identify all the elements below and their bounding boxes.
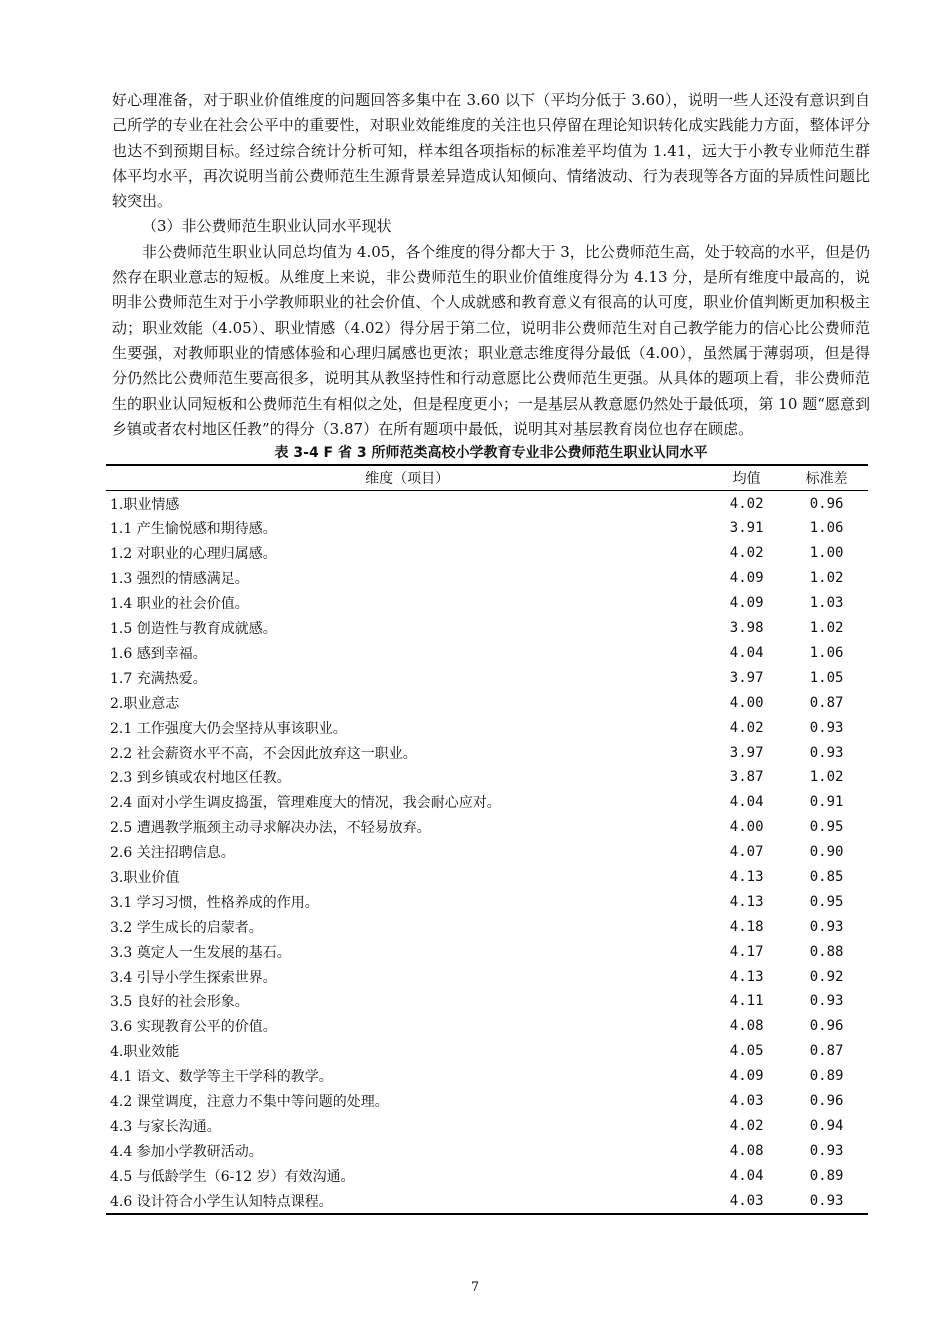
cell-dimension: 1.职业情感	[110, 496, 180, 513]
cell-mean: 4.09	[729, 595, 764, 612]
cell-mean: 4.17	[729, 943, 764, 960]
cell-mean: 4.18	[729, 918, 764, 935]
cell-sd: 1.05	[809, 669, 844, 686]
table-row	[106, 1138, 868, 1163]
cell-mean: 4.02	[729, 495, 764, 512]
cell-dimension: 3.5 良好的社会形象。	[110, 994, 249, 1011]
cell-sd: 0.93	[809, 918, 844, 935]
cell-sd: 0.95	[809, 893, 844, 910]
cell-mean: 4.13	[729, 868, 764, 885]
cell-mean: 4.09	[729, 570, 764, 587]
table-row	[106, 491, 868, 516]
cell-sd: 0.94	[809, 1117, 844, 1134]
cell-sd: 1.06	[809, 644, 844, 661]
cell-dimension: 1.4 职业的社会价值。	[110, 596, 249, 613]
cell-dimension: 1.3 强烈的情感满足。	[110, 571, 249, 588]
cell-sd: 0.87	[809, 694, 844, 711]
table-row	[106, 889, 868, 914]
table-row	[106, 964, 868, 989]
header-dimension: 维度（项目）	[106, 465, 708, 491]
cell-mean: 4.03	[708, 1188, 785, 1214]
cell-sd: 1.03	[809, 595, 844, 612]
cell-mean: 4.13	[729, 893, 764, 910]
table-row	[106, 790, 868, 815]
cell-sd: 0.85	[809, 868, 844, 885]
header-mean: 均值	[708, 465, 785, 491]
cell-mean: 4.08	[729, 1018, 764, 1035]
cell-sd: 0.91	[809, 794, 844, 811]
cell-sd: 0.96	[809, 495, 844, 512]
table-row	[106, 914, 868, 939]
table-row	[106, 641, 868, 666]
cell-mean: 4.07	[729, 844, 764, 861]
cell-dimension: 4.2 课堂调度，注意力不集中等问题的处理。	[110, 1093, 389, 1110]
cell-dimension: 3.1 学习习惯，性格养成的作用。	[110, 894, 319, 911]
cell-mean: 4.13	[729, 968, 764, 985]
table-row	[106, 715, 868, 740]
table-caption: 表 3-4 F 省 3 所师范类高校小学教育专业非公费师范生职业认同水平	[274, 445, 708, 462]
cell-mean: 4.11	[729, 993, 764, 1010]
cell-dimension: 2.6 关注招聘信息。	[110, 845, 235, 862]
table-row	[106, 1188, 868, 1214]
table-row	[106, 1039, 868, 1064]
cell-mean: 3.87	[729, 769, 764, 786]
header-sd: 标准差	[785, 465, 868, 491]
cell-dimension: 3.职业价值	[110, 869, 180, 886]
cell-mean: 4.00	[729, 819, 764, 836]
cell-sd: 0.93	[809, 1142, 844, 1159]
cell-sd: 1.02	[809, 570, 844, 587]
cell-dimension: 3.4 引导小学生探索世界。	[110, 969, 277, 986]
table-row	[106, 815, 868, 840]
table-row	[106, 616, 868, 641]
cell-mean: 4.04	[729, 1167, 764, 1184]
cell-mean: 4.04	[729, 794, 764, 811]
cell-sd: 0.93	[785, 1188, 868, 1214]
cell-dimension: 1.6 感到幸福。	[110, 645, 207, 662]
cell-dimension: 1.1 产生愉悦感和期待感。	[110, 521, 277, 538]
table-row	[106, 541, 868, 566]
table-header-row	[106, 465, 868, 491]
cell-sd: 1.02	[809, 769, 844, 786]
table-row	[106, 1089, 868, 1114]
cell-dimension: 3.2 学生成长的启蒙者。	[110, 919, 263, 936]
table-row	[106, 740, 868, 765]
table-body	[106, 491, 868, 1214]
cell-sd: 1.06	[809, 520, 844, 537]
identity-table	[106, 464, 868, 1215]
table-row	[106, 566, 868, 591]
cell-dimension: 4.4 参加小学教研活动。	[110, 1143, 263, 1160]
table-row	[106, 939, 868, 964]
cell-dimension: 4.1 语文、数学等主干学科的教学。	[110, 1069, 333, 1086]
table-row	[106, 1014, 868, 1039]
paragraph-continuation: 好心理准备，对于职业价值维度的问题回答多集中在 3.60 以下（平均分低于 3.60），说明一些人还没有意识到自己所学的专业在社会公平中的重要性，对职业效能维度的关注也只停留在理论知识转化成实践能力方面，整体评分也达不到预期目标。经过综合统计分析可知，样本组各项指标的标准差平均值为 1.41，远大于小教专业师范生群体平均水平，再次说明当前公费师范生生源背景差异造成认知倾向、情绪波动、行为表现等各方面的异质性问题比较突出。	[112, 91, 870, 211]
section-heading: （3）非公费师范生职业认同水平现状	[142, 217, 392, 236]
cell-mean: 4.02	[729, 545, 764, 562]
cell-mean: 3.91	[729, 520, 764, 537]
cell-mean: 4.02	[729, 1117, 764, 1134]
cell-sd: 0.93	[809, 744, 844, 761]
cell-sd: 0.92	[809, 968, 844, 985]
cell-dimension: 4.职业效能	[110, 1044, 180, 1061]
cell-mean: 3.97	[729, 744, 764, 761]
cell-mean: 4.08	[729, 1142, 764, 1159]
cell-mean: 4.05	[729, 1043, 764, 1060]
cell-dimension: 2.1 工作强度大仍会坚持从事该职业。	[110, 720, 347, 737]
cell-sd: 0.96	[809, 1018, 844, 1035]
table-row	[106, 591, 868, 616]
cell-dimension: 2.3 到乡镇或农村地区任教。	[110, 770, 291, 787]
cell-dimension: 4.3 与家长沟通。	[110, 1118, 221, 1135]
table-row	[106, 1064, 868, 1089]
cell-sd: 0.89	[809, 1068, 844, 1085]
cell-sd: 0.88	[809, 943, 844, 960]
cell-dimension: 4.6 设计符合小学生认知特点课程。	[106, 1188, 708, 1214]
cell-sd: 1.02	[809, 620, 844, 637]
table-row	[106, 665, 868, 690]
cell-sd: 0.87	[809, 1043, 844, 1060]
cell-sd: 0.95	[809, 819, 844, 836]
cell-mean: 4.03	[729, 1092, 764, 1109]
table-row	[106, 840, 868, 865]
cell-dimension: 2.5 遭遇教学瓶颈主动寻求解决办法，不轻易放弃。	[110, 820, 431, 837]
cell-sd: 1.00	[809, 545, 844, 562]
table-row	[106, 516, 868, 541]
cell-mean: 4.02	[729, 719, 764, 736]
table-row	[106, 989, 868, 1014]
cell-mean: 3.98	[729, 620, 764, 637]
cell-sd: 0.93	[809, 993, 844, 1010]
cell-dimension: 1.7 充满热爱。	[110, 670, 207, 687]
cell-mean: 3.97	[729, 669, 764, 686]
cell-sd: 0.96	[809, 1092, 844, 1109]
cell-dimension: 1.5 创造性与教育成就感。	[110, 621, 277, 638]
page-number: 7	[470, 1280, 480, 1295]
paragraph-main: 非公费师范生职业认同总均值为 4.05，各个维度的得分都大于 3，比公费师范生高，处于较高的水平，但是仍然存在职业意志的短板。从维度上来说，非公费师范生的职业价值维度得分为 4.13 分，是所有维度中最高的，说明非公费师范生对于小学教师职业的社会价值、个人成就感和教育意义有很高的认可度，职业价值判断更加积极主动；职业效能（4.05）、职业情感（4.02）得分居于第二位，说明非公费师范生对自己教学能力的信心比公费师范生要强，对教师职业的情感体验和心理归属感也更浓；职业意志维度得分最低（4.00），虽然属于薄弱项，但是得分仍然比公费师范生要高很多，说明其从教坚持性和行动意愿比公费师范生更强。从具体的题项上看，非公费师范生的职业认同短板和公费师范生有相似之处，但是程度更小；一是基层从教意愿仍然处于最低项，第 10 题“愿意到乡镇或者农村地区任教”的得分（3.87）在所有题项中最低，说明其对基层教育岗位也存在顾虑。	[112, 242, 870, 438]
cell-dimension: 1.2 对职业的心理归属感。	[110, 546, 277, 563]
cell-dimension: 3.6 实现教育公平的价值。	[110, 1019, 277, 1036]
table-row	[106, 1113, 868, 1138]
cell-dimension: 2.职业意志	[110, 695, 180, 712]
cell-mean: 4.04	[729, 644, 764, 661]
cell-dimension: 4.5 与低龄学生（6-12 岁）有效沟通。	[110, 1168, 355, 1185]
cell-sd: 0.89	[809, 1167, 844, 1184]
cell-dimension: 3.3 奠定人一生发展的基石。	[110, 944, 291, 961]
cell-dimension: 2.4 面对小学生调皮捣蛋，管理难度大的情况，我会耐心应对。	[110, 795, 501, 812]
table-row	[106, 765, 868, 790]
page-body	[112, 88, 870, 1215]
table-row	[106, 1163, 868, 1188]
cell-dimension: 2.2 社会薪资水平不高，不会因此放弃这一职业。	[110, 745, 417, 762]
cell-mean: 4.00	[729, 694, 764, 711]
cell-sd: 0.90	[809, 844, 844, 861]
table-row	[106, 690, 868, 715]
table-row	[106, 865, 868, 890]
cell-mean: 4.09	[729, 1068, 764, 1085]
cell-sd: 0.93	[809, 719, 844, 736]
